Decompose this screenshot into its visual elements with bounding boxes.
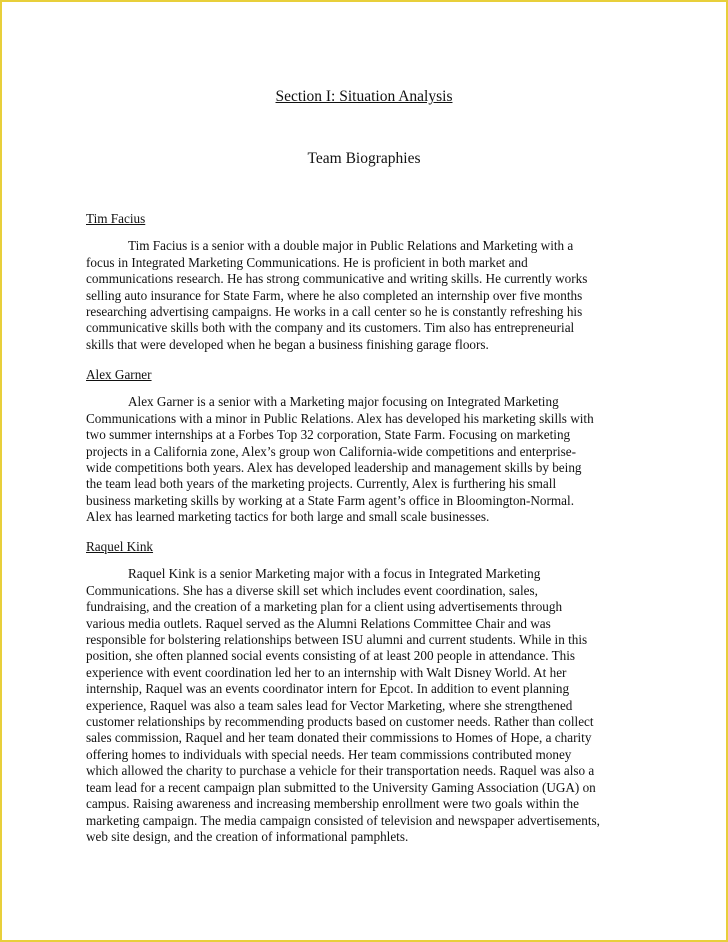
bio-name: Raquel Kink xyxy=(86,539,154,554)
bio-tim-facius xyxy=(86,211,646,353)
bio-paragraph xyxy=(86,394,646,525)
bio-name: Tim Facius xyxy=(86,211,146,226)
bio-raquel-kink xyxy=(86,539,646,845)
bio-paragraph-text: Alex Garner is a senior with a Marketing major focusing on Integrated Marketing Communications with a minor in Public Relations. Alex has developed his marketing skills with two summer internships at a Forbes Top 32 corporation, State Farm. Focusing on marketing projects in a California zone, Alex’s group won California-wide competitions and enterprise- wide competitions both years. Alex has developed leadership and management skills by being the team lead both years of the marketing projects. Currently, Alex is furthering his small business marketing skills by working at a State Farm agent’s office in Bloomington-Normal. Alex has learned marketing tactics for both large and small scale businesses. xyxy=(86,394,594,525)
bio-paragraph xyxy=(86,238,646,353)
bio-alex-garner xyxy=(86,367,646,526)
bio-name: Alex Garner xyxy=(86,367,152,382)
document-page xyxy=(2,2,726,940)
bio-paragraph-text: Tim Facius is a senior with a double major in Public Relations and Marketing with a focus in Integrated Marketing Communications. He is proficient in both market and communications research. He has strong communicative and writing skills. He currently works selling auto insurance for State Farm, where he also completed an internship over five months researching advertising campaigns. He works in a call center so he is constantly refreshing his communicative skills both with the company and its customers. Tim also has entrepreneurial skills that were developed when he began a business finishing garage floors. xyxy=(86,238,588,352)
bio-paragraph xyxy=(86,566,646,845)
bio-paragraph-text: Raquel Kink is a senior Marketing major with a focus in Integrated Marketing Communications. She has a diverse skill set which includes event coordination, sales, fundraising, and the creation of a marketing plan for a client using advertisements through various media outlets. Raquel served as the Alumni Relations Committee Chair and was responsible for bolstering relationships between ISU alumni and current students. While in this position, she often planned social events consisting of at least 200 people in attendance. This experience with event coordination led her to an internship with Walt Disney World. At her internship, Raquel was an events coordinator intern for Epcot. In addition to event planning experience, Raquel was also a team sales lead for Vector Marketing, where she strengthened customer relationships by recommending products based on customer needs. Rather than collect sales commission, Raquel and her team donated their commissions to Homes of Hope, a charity offering homes to individuals with special needs. Her team commissions contributed money which allowed the charity to purchase a vehicle for their transportation needs. Raquel was also a team lead for a recent campaign plan submitted to the University Gaming Association (UGA) on campus. Raising awareness and increasing membership enrollment were two goals within the marketing campaign. The media campaign consisted of television and newspaper advertisements, web site design, and the creation of informational pamphlets. xyxy=(86,566,600,844)
document-subtitle: Team Biographies xyxy=(307,150,421,167)
section-title: Section I: Situation Analysis xyxy=(275,88,453,105)
